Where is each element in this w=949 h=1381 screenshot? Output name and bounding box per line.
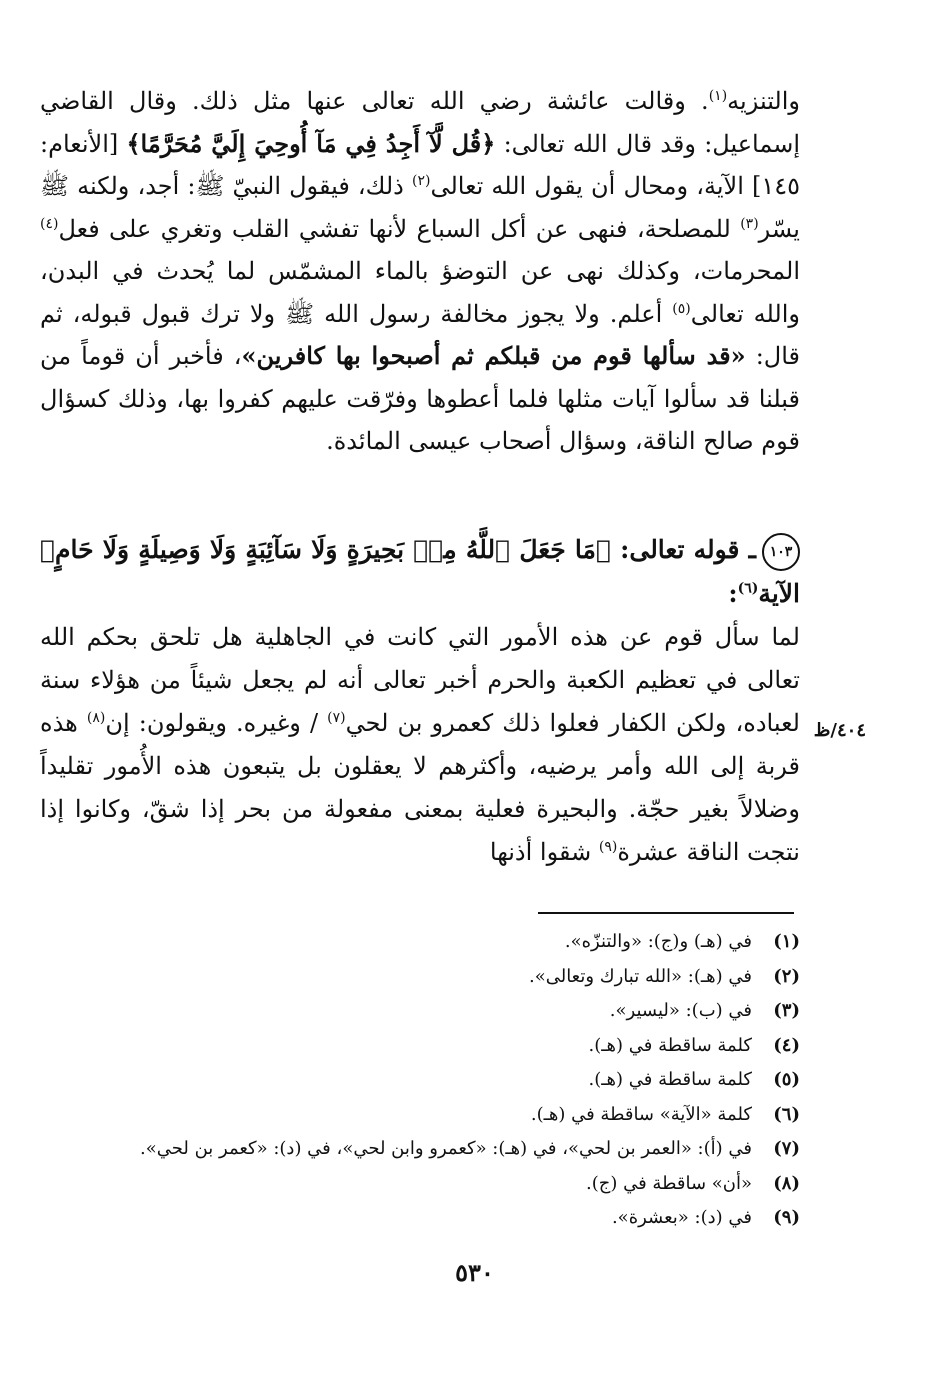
- heading-text: الآية: [758, 579, 800, 608]
- text-run: والتنزيه: [727, 87, 800, 115]
- main-paragraph: [40, 80, 800, 463]
- footnote-item: [80, 1029, 800, 1064]
- footnote-ref-7: (٧): [327, 710, 346, 726]
- footnote-item: [80, 1167, 800, 1202]
- footnote-text: في (هـ): «الله تبارك وتعالى».: [528, 965, 752, 987]
- text-run: [الأنعام: ١٤٥] الآية، ومحال أن يقول الله تعالى: [40, 129, 800, 200]
- footnote-text: كلمة «الآية» ساقطة في (هـ).: [530, 1103, 752, 1125]
- paragraph-1: [40, 80, 800, 463]
- heading-text: ـ قوله تعالى:: [610, 535, 756, 564]
- footnote-ref-6: (٦): [737, 580, 759, 597]
- footnote-item: [80, 925, 800, 960]
- footnote-ref-3: (٣): [740, 215, 759, 232]
- footnote-text: كلمة ساقطة في (هـ).: [588, 1034, 752, 1056]
- footnote-number: (٦): [773, 1103, 800, 1125]
- footnote-separator: [538, 912, 794, 914]
- footnote-number: (١): [773, 931, 800, 952]
- footnote-item: [80, 1098, 800, 1133]
- footnote-text: في (د): «بعشرة».: [611, 1207, 752, 1228]
- footnote-text: كلمة ساقطة في (هـ).: [588, 1069, 752, 1090]
- section-paragraph: [40, 616, 800, 874]
- footnote-number: (٩): [773, 1207, 800, 1228]
- footnote-number: (٤): [773, 1034, 800, 1056]
- text-run: للمصلحة، فنهى عن أكل السباع لأنها تفشي القلب وتغري على فعل: [58, 214, 741, 243]
- text-run: . وقالت عائشة رضي الله تعالى عنها مثل ذلك. وقال القاضي إسماعيل: وقد قال الله تعالى:: [40, 87, 800, 158]
- text-run: لما سأل قوم عن هذه الأمور التي كانت في الجاهلية هل تلحق بحكم الله تعالى في تعظيم الكعبة والحرم أخبر تعالى أنه لم يجعل شيئاً من هؤلاء سنة لعباده، ولكن الكفار فعلوا ذلك كعمرو بن لحي: [40, 623, 800, 737]
- text-run: شقوا أذنها: [489, 838, 599, 866]
- text-run: / وغيره. ويقولون: إن: [105, 709, 328, 737]
- manuscript-folio-note: ٤٠٤/ظ: [813, 720, 866, 741]
- footnote-item: [80, 994, 800, 1029]
- text-run: المحرمات، وكذلك نهى عن التوضؤ بالماء المشمّس لما يُحدث في البدن، والله تعالى: [40, 257, 801, 328]
- footnote-text: في (هـ) و(ج): «والتنزّه».: [564, 931, 752, 952]
- footnote-number: (٢): [773, 965, 800, 987]
- footnote-text: في (أ): «العمر بن لحي»، في (هـ): «كعمرو وابن لحي»، في (د): «كعمر بن لحي».: [140, 1138, 752, 1159]
- footnote-number: (٥): [773, 1069, 800, 1090]
- heading-text: :: [728, 579, 738, 608]
- footnote-ref-8: (٨): [86, 710, 106, 726]
- quran-quote: ﴿قُل لَّآ أَجِدُ فِي مَآ أُوحِيَ إِلَيَّ مُحَرَّمًا﴾: [126, 128, 496, 158]
- heading-quote: ﴿مَا جَعَلَ ٱللَّهُ مِنۢ بَحِيرَةٍ وَلَا سَآئِبَةٍ وَلَا وَصِيلَةٍ وَلَا حَامٍ﴾: [40, 535, 611, 564]
- footnote-ref-9: (٩): [598, 839, 618, 855]
- footnote-number: (٣): [773, 1000, 800, 1021]
- footnote-item: [80, 1063, 800, 1098]
- footnote-ref-1: (١): [708, 88, 728, 104]
- section-heading: [40, 528, 800, 616]
- verse-number-badge: ١٠٣: [762, 533, 800, 571]
- footnote-ref-2: (٢): [411, 173, 431, 189]
- footnote-number: (٨): [773, 1172, 800, 1194]
- footnote-text: في (ب): «ليسير».: [609, 1000, 752, 1021]
- text-run: ذلك، فيقول النبيّ ﷺ: أجد، ولكنه ﷺ يسّر: [40, 172, 800, 243]
- hadith-quote: «قد سألها قوم من قبلكم ثم أصبحوا بها كافرين»: [241, 341, 746, 370]
- footnote-item: [80, 1201, 800, 1236]
- footnote-item: [80, 960, 800, 995]
- page-number: ٥٣٠: [455, 1258, 494, 1287]
- footnotes: [80, 925, 800, 1236]
- footnote-text: «أن» ساقطة في (ج).: [586, 1172, 752, 1194]
- verse-section: [40, 528, 800, 874]
- text-run: هذه قربة إلى الله وأمر يرضيه، وأكثرهم لا يعقلون بل يتبعون هذه الأُمور تقليداً وضلالاً بغير حجّة. والبحيرة فعلية بمعنى مفعولة من بحر إذا شقّ، وكانوا إذا نتجت الناقة عشرة: [40, 709, 800, 866]
- footnote-ref-4: (٤): [40, 215, 59, 232]
- footnote-ref-5: (٥): [672, 300, 691, 317]
- text-run: أعلم. ولا يجوز مخالفة رسول الله ﷺ ولا ترك قبول قبوله، ثم قال:: [40, 299, 801, 370]
- footnote-item: [80, 1132, 800, 1167]
- text-run: ، فأخبر أن قوماً من قبلنا قد سألوا آيات مثلها فلما أعطوها وفرّقت عليهم كفروا بها، وذلك كسؤال قوم صالح الناقة، وسؤال أصحاب عيسى المائدة.: [40, 342, 800, 455]
- footnote-number: (٧): [773, 1138, 800, 1159]
